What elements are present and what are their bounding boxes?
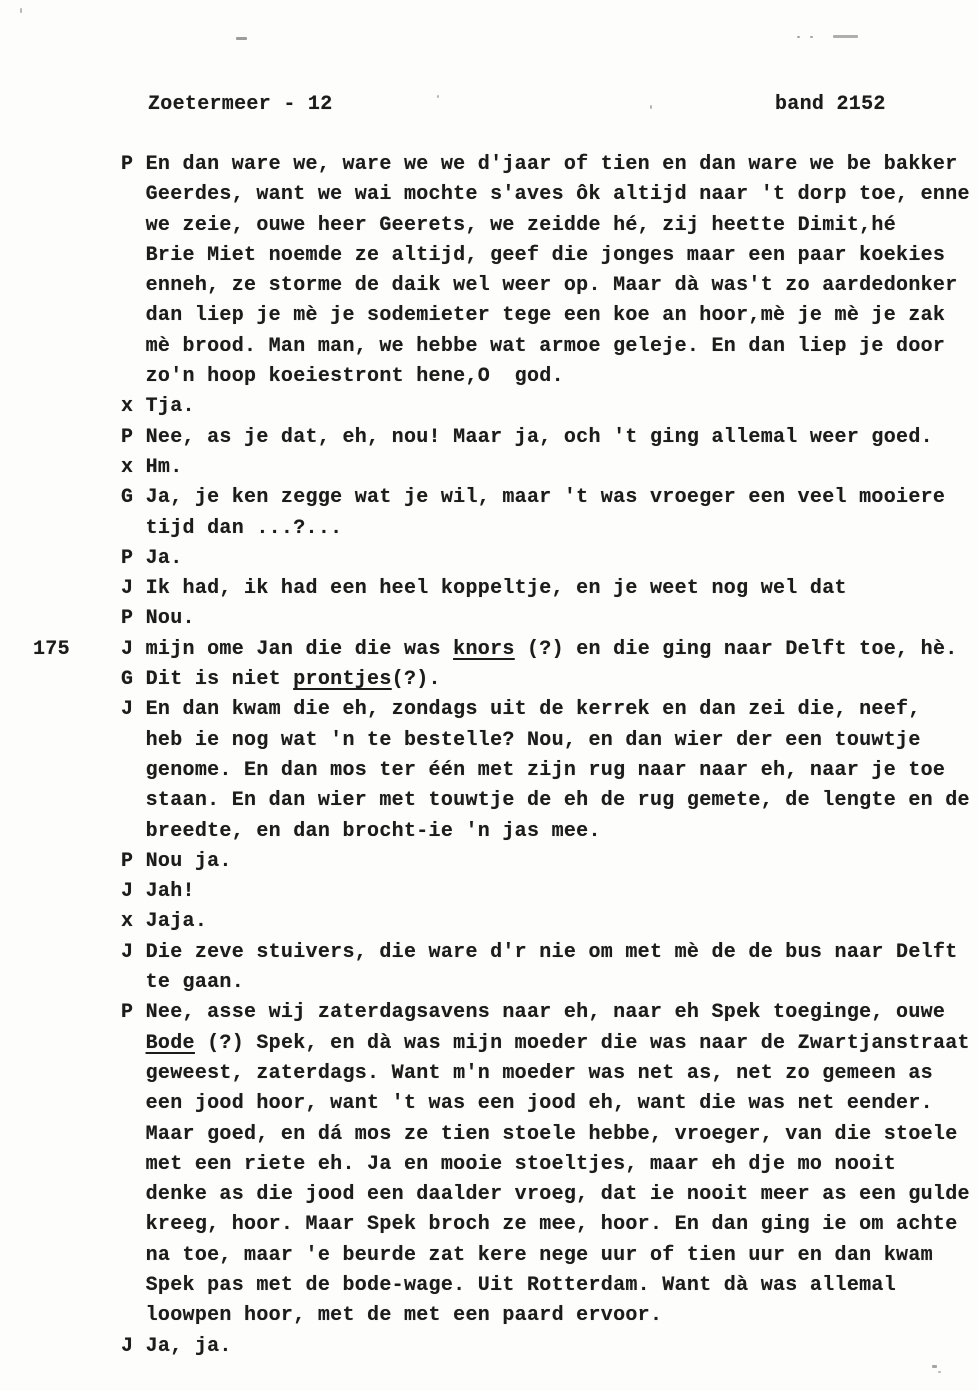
line-text: Nou. bbox=[145, 607, 195, 631]
transcript-line bbox=[121, 998, 970, 1028]
line-text: Ja, je ken zegge wat je wil, maar 't was vroeger een veel mooiere bbox=[145, 486, 946, 510]
speaker-label: x bbox=[121, 910, 146, 934]
transcript-line bbox=[121, 604, 970, 634]
speaker-label bbox=[121, 1153, 146, 1176]
speaker-label bbox=[121, 1213, 146, 1236]
transcript-line bbox=[121, 180, 970, 210]
line-text: dan liep je mè je sodemieter tege een koe an hoor,mè je mè je zak bbox=[145, 304, 946, 328]
speaker-label bbox=[121, 517, 146, 540]
speaker-label bbox=[121, 1183, 146, 1206]
document-title: Zoetermeer - 12 bbox=[148, 93, 333, 116]
transcript-line bbox=[121, 1180, 970, 1210]
line-text: Jaja. bbox=[145, 910, 208, 934]
transcript-line bbox=[121, 665, 970, 695]
speaker-label bbox=[121, 729, 146, 752]
speaker-label bbox=[121, 274, 146, 297]
speaker-label: J bbox=[121, 577, 146, 601]
speaker-label bbox=[121, 1062, 146, 1085]
line-text: enneh, ze storme de daik wel weer op. Maar dà was't zo aardedonker bbox=[145, 274, 958, 298]
line-text: Tja. bbox=[145, 395, 195, 419]
line-text: Hm. bbox=[145, 455, 183, 479]
speaker-label bbox=[121, 1123, 146, 1146]
line-text: Nee, asse wij zaterdagsavens naar eh, naar eh Spek toeginge, ouwe bbox=[145, 1001, 946, 1025]
line-text: kreeg, hoor. Maar Spek broch ze mee, hoor. En dan ging ie om achte bbox=[145, 1213, 958, 1237]
transcript-line bbox=[121, 514, 970, 544]
line-text: breedte, en dan brocht-ie 'n jas mee. bbox=[145, 819, 601, 843]
transcript-line bbox=[121, 1150, 970, 1180]
transcript-line bbox=[121, 938, 970, 968]
line-text: Die zeve stuivers, die ware d'r nie om met mè de de bus naar Delft bbox=[145, 940, 958, 964]
line-text: tijd dan ...?... bbox=[145, 516, 343, 540]
transcript-line bbox=[121, 1210, 970, 1240]
speaker-label bbox=[121, 183, 146, 206]
speaker-label bbox=[121, 971, 146, 994]
scan-artifact bbox=[938, 1371, 941, 1373]
line-text: Ja. bbox=[145, 546, 183, 570]
speaker-label: J bbox=[121, 940, 146, 964]
speaker-label: J bbox=[121, 637, 146, 661]
line-text: En dan kwam die eh, zondags uit de kerrek en dan zei die, neef, bbox=[145, 698, 921, 722]
transcript-line bbox=[121, 877, 970, 907]
speaker-label: x bbox=[121, 395, 146, 419]
band-number: band 2152 bbox=[775, 93, 886, 116]
underlined-term: knors bbox=[453, 637, 515, 661]
transcript-line bbox=[121, 726, 970, 756]
scan-artifact bbox=[797, 36, 800, 38]
speaker-label: J bbox=[121, 880, 146, 904]
speaker-label: P bbox=[121, 425, 146, 449]
line-text: loowpen hoor, met de met een paard ervoor. bbox=[145, 1304, 663, 1328]
line-text: staan. En dan wier met touwtje de eh de rug gemete, de lengte en de bbox=[145, 789, 970, 813]
scan-artifact bbox=[437, 95, 439, 98]
transcript-line bbox=[33, 635, 970, 665]
speaker-label bbox=[121, 1032, 146, 1055]
line-number: 175 bbox=[33, 637, 70, 661]
speaker-label bbox=[121, 1304, 146, 1327]
line-text: (?) Spek, en dà was mijn moeder die was naar de Zwartjanstraat bbox=[194, 1031, 970, 1055]
transcript-body bbox=[33, 150, 970, 1362]
speaker-label: J bbox=[121, 1334, 146, 1358]
speaker-label: P bbox=[121, 849, 146, 873]
speaker-label bbox=[121, 820, 146, 843]
transcript-line bbox=[121, 1029, 970, 1059]
line-text: te gaan. bbox=[145, 971, 245, 995]
scan-artifact bbox=[833, 35, 858, 38]
line-text: En dan ware we, ware we we d'jaar of tien en dan ware we be bakker bbox=[145, 153, 958, 176]
transcript-line bbox=[121, 241, 970, 271]
speaker-label bbox=[121, 1274, 146, 1297]
line-text: Dit is niet bbox=[145, 668, 294, 692]
line-text: na toe, maar 'e beurde zat kere nege uur of tien uur en dan kwam bbox=[145, 1243, 933, 1267]
transcript-line bbox=[121, 453, 970, 483]
transcript-line bbox=[121, 150, 970, 180]
transcript-line bbox=[121, 1271, 970, 1301]
speaker-label: J bbox=[121, 698, 146, 722]
line-text: Nou ja. bbox=[145, 849, 232, 873]
speaker-label: G bbox=[121, 668, 146, 692]
speaker-label bbox=[121, 759, 146, 782]
line-text: genome. En dan mos ter één met zijn rug naar naar eh, naar je toe bbox=[145, 758, 946, 782]
scan-artifact bbox=[810, 36, 813, 38]
speaker-label bbox=[121, 1244, 146, 1267]
transcript-line bbox=[121, 907, 970, 937]
transcript-line bbox=[121, 695, 970, 725]
underlined-term: prontjes bbox=[293, 668, 392, 692]
speaker-label bbox=[121, 1092, 146, 1115]
transcript-line bbox=[121, 362, 970, 392]
scan-artifact bbox=[20, 8, 22, 13]
speaker-label: G bbox=[121, 486, 146, 510]
line-text: denke as die jood een daalder vroeg, dat ie nooit meer as een gulde bbox=[145, 1183, 970, 1207]
line-text: Ja, ja. bbox=[145, 1334, 232, 1358]
transcript-line bbox=[121, 392, 970, 422]
transcript-line bbox=[121, 1301, 970, 1331]
line-text: (?). bbox=[391, 668, 441, 692]
underlined-term: Bode bbox=[145, 1031, 195, 1055]
line-text: Jah! bbox=[145, 880, 195, 904]
line-text: een jood hoor, want 't was een jood eh, want die was net eender. bbox=[145, 1092, 933, 1116]
transcript-line bbox=[121, 1120, 970, 1150]
scan-artifact bbox=[932, 1365, 937, 1368]
speaker-label bbox=[121, 304, 146, 327]
line-text: Geerdes, want we wai mochte s'aves ôk altijd naar 't dorp toe, enne bbox=[145, 183, 970, 207]
speaker-label bbox=[121, 365, 146, 388]
line-text: met een riete eh. Ja en mooie stoeltjes, maar eh dje mo nooit bbox=[145, 1152, 897, 1176]
line-text: zo'n hoop koeiestront hene,O god. bbox=[145, 365, 564, 389]
scan-artifact bbox=[650, 105, 652, 109]
speaker-label: P bbox=[121, 546, 146, 570]
transcript-line bbox=[121, 968, 970, 998]
transcript-line bbox=[121, 786, 970, 816]
line-text: mijn ome Jan die die was bbox=[145, 637, 454, 661]
transcript-line bbox=[121, 271, 970, 301]
line-text: Spek pas met de bode-wage. Uit Rotterdam. Want dà was allemal bbox=[145, 1273, 897, 1297]
speaker-label bbox=[121, 244, 146, 267]
transcript-line bbox=[121, 211, 970, 241]
transcript-line bbox=[121, 301, 970, 331]
transcript-line bbox=[121, 544, 970, 574]
speaker-label: x bbox=[121, 455, 146, 479]
transcript-line bbox=[121, 756, 970, 786]
transcript-line bbox=[121, 847, 970, 877]
transcript-line bbox=[121, 817, 970, 847]
speaker-label: P bbox=[121, 153, 146, 176]
speaker-label: P bbox=[121, 607, 146, 631]
line-text: Maar goed, en dá mos ze tien stoele hebbe, vroeger, van die stoele bbox=[145, 1122, 958, 1146]
speaker-label bbox=[121, 214, 146, 237]
line-text: Ik had, ik had een heel koppeltje, en je weet nog wel dat bbox=[145, 577, 847, 601]
speaker-label bbox=[121, 789, 146, 812]
line-text: heb ie nog wat 'n te bestelle? Nou, en dan wier der een touwtje bbox=[145, 728, 921, 752]
speaker-label: P bbox=[121, 1001, 146, 1025]
line-text: Nee, as je dat, eh, nou! Maar ja, och 't ging allemal weer goed. bbox=[145, 425, 933, 449]
line-text: we zeie, ouwe heer Geerets, we zeidde hé, zij heette Dimit,hé bbox=[145, 213, 897, 237]
transcript-line bbox=[121, 1059, 970, 1089]
scan-artifact bbox=[236, 37, 247, 40]
transcript-line bbox=[121, 574, 970, 604]
transcript-line bbox=[121, 1241, 970, 1271]
line-text: geweest, zaterdags. Want m'n moeder was net as, net zo gemeen as bbox=[145, 1061, 933, 1085]
speaker-label bbox=[121, 335, 146, 358]
transcript-line bbox=[121, 332, 970, 362]
line-text: (?) en die ging naar Delft toe, hè. bbox=[514, 637, 958, 661]
transcript-line bbox=[121, 1332, 970, 1362]
line-text: Brie Miet noemde ze altijd, geef die jonges maar een paar koekies bbox=[145, 243, 946, 267]
transcript-line bbox=[121, 483, 970, 513]
line-text: mè brood. Man man, we hebbe wat armoe geleje. En dan liep je door bbox=[145, 334, 946, 358]
transcript-line bbox=[121, 423, 970, 453]
transcript-line bbox=[121, 1089, 970, 1119]
